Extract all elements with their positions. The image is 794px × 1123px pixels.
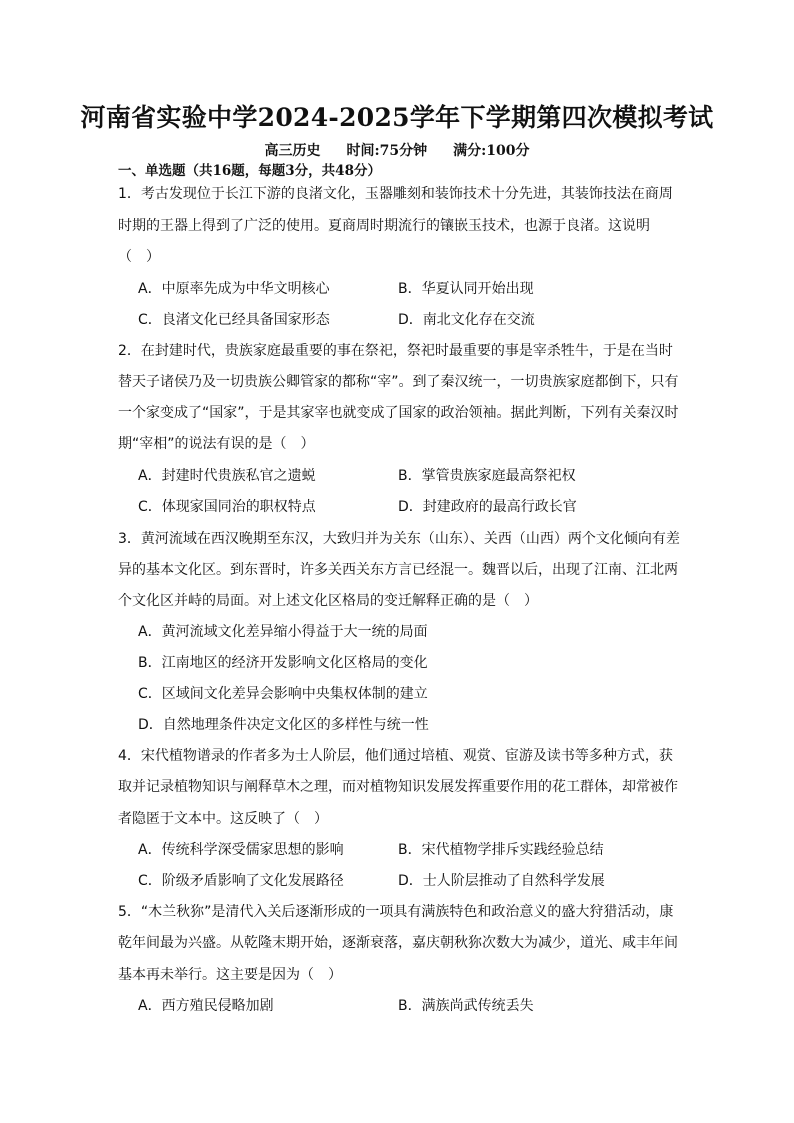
question-3-option-a[interactable]: A．黄河流域文化差异缩小得益于大一统的局面 [138,624,428,640]
question-4-line-2: 取并记录植物知识与阐释草木之理，而对植物知识发展发挥重要作用的花工群体，却常被作 [118,779,678,795]
exam-title: 河南省实验中学2024-2025学年下学期第四次模拟考试 [80,103,714,132]
question-2-option-b[interactable]: B．掌管贵族家庭最高祭祀权 [398,468,576,484]
question-1-option-d[interactable]: D．南北文化存在交流 [398,312,535,328]
question-5-line-3: 基本再未举行。这主要是因为（ ） [118,967,342,983]
question-2-line-1: 2．在封建时代，贵族家庭最重要的事在祭祀，祭祀时最重要的事是宰杀牲牛，于是在当时 [118,343,673,359]
exam-subtitle [0,140,794,160]
question-1-line-3: （ ） [118,249,160,265]
exam-time: 时间:75分钟 [346,143,428,159]
question-3-option-c[interactable]: C．区域间文化差异会影响中央集权体制的建立 [138,686,428,702]
question-5-option-a[interactable]: A．西方殖民侵略加剧 [138,998,274,1014]
question-2-option-c[interactable]: C．体现家国同治的职权特点 [138,499,316,515]
question-4-option-c[interactable]: C．阶级矛盾影响了文化发展路径 [138,873,344,889]
question-4-line-1: 4．宋代植物谱录的作者多为士人阶层，他们通过培植、观赏、宦游及读书等多种方式，获 [118,748,673,764]
question-5-option-b[interactable]: B．满族尚武传统丢失 [398,998,534,1014]
question-1-option-c[interactable]: C．良渚文化已经具备国家形态 [138,312,330,328]
question-4-option-b[interactable]: B．宋代植物学排斥实践经验总结 [398,842,604,858]
question-3-line-1: 3．黄河流域在西汉晚期至东汉，大致归并为关东（山东）、关西（山西）两个文化倾向有差 [118,531,680,547]
question-3-option-d[interactable]: D．自然地理条件决定文化区的多样性与统一性 [138,717,429,733]
question-4-option-a[interactable]: A．传统科学深受儒家思想的影响 [138,842,344,858]
exam-subject: 高三历史 [264,143,321,159]
question-1-option-a[interactable]: A．中原率先成为中华文明核心 [138,281,330,297]
question-3-line-3: 个文化区并峙的局面。对上述文化区格局的变迁解释正确的是（ ） [118,593,538,609]
question-2-line-4: 期“宰相”的说法有误的是（ ） [118,436,315,452]
question-1-line-2: 时期的王器上得到了广泛的使用。夏商周时期流行的镶嵌玉技术，也源于良渚。这说明 [118,218,650,234]
question-2-option-a[interactable]: A．封建时代贵族私官之遗蜕 [138,468,316,484]
question-5-line-1: 5．“木兰秋狝”是清代入关后逐渐形成的一项具有满族特色和政治意义的盛大狩猎活动，康 [118,904,674,920]
question-1-line-1: 1．考古发现位于长江下游的良渚文化，玉器雕刻和装饰技术十分先进，其装饰技法在商周 [118,186,673,202]
question-4-option-d[interactable]: D．士人阶层推动了自然科学发展 [398,873,605,889]
question-2-line-3: 一个家变成了“国家”，于是其家宰也就变成了国家的政治领袖。据此判断，下列有关秦汉时 [118,405,679,421]
question-3-line-2: 异的基本文化区。到东晋时，许多关西关东方言已经混一。魏晋以后，出现了江南、江北两 [118,562,678,578]
question-5-line-2: 乾年间最为兴盛。从乾隆末期开始，逐渐衰落，嘉庆朝秋狝次数大为减少，道光、咸丰年间 [118,935,678,951]
question-1-option-b[interactable]: B．华夏认同开始出现 [398,281,534,297]
question-2-option-d[interactable]: D．封建政府的最高行政长官 [398,499,577,515]
question-3-option-b[interactable]: B．江南地区的经济开发影响文化区格局的变化 [138,655,428,671]
question-2-line-2: 替天子诸侯乃及一切贵族公卿管家的都称“宰”。到了秦汉统一，一切贵族家庭都倒下，只有 [118,374,679,390]
question-4-line-3: 者隐匿于文本中。这反映了（ ） [118,811,328,827]
exam-score: 满分:100分 [453,143,530,159]
section-heading: 一、单选题（共16题，每题3分，共48分） [118,163,381,179]
